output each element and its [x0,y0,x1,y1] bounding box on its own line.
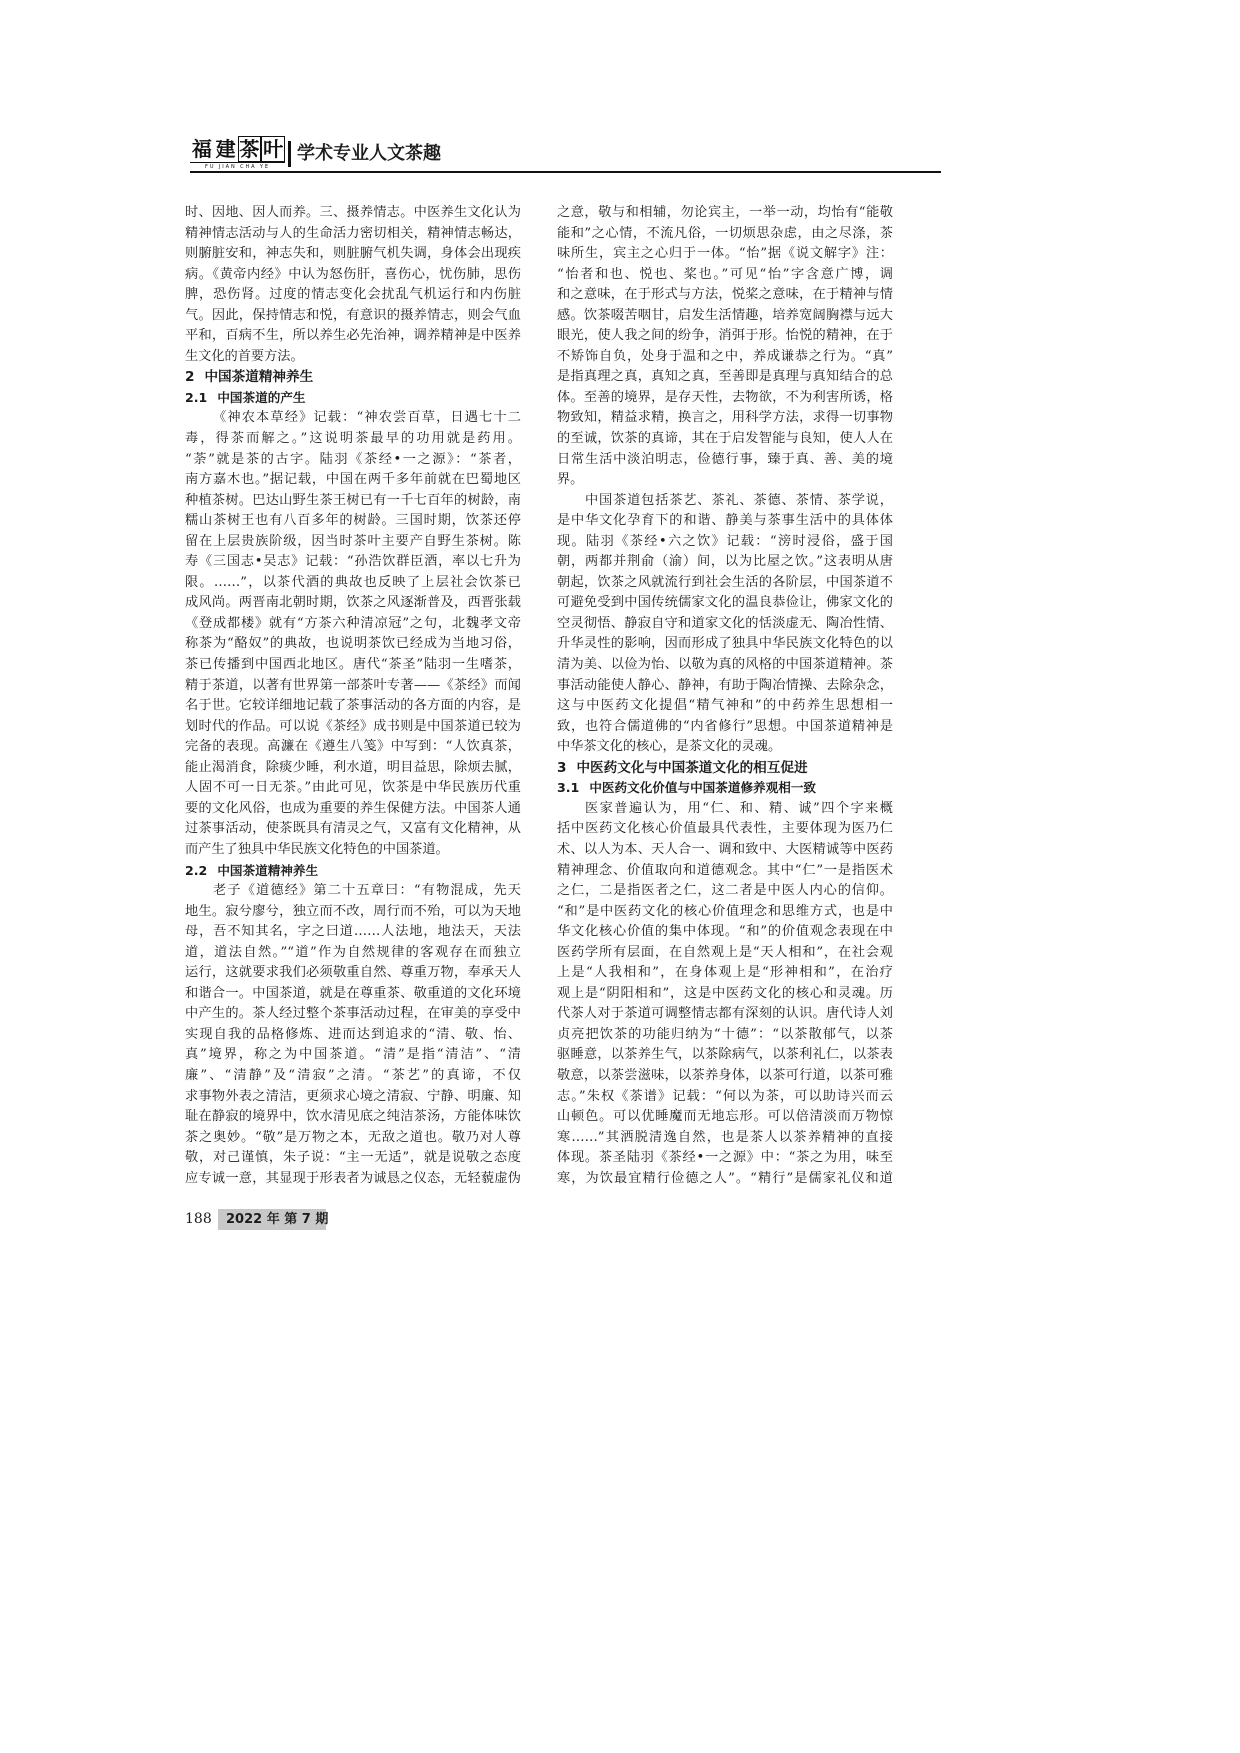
paragraph [185,408,521,860]
text-line: 要的文化风俗，也成为重要的养生保健方法。中国茶人通 [185,800,521,816]
logo-char: 茶 [239,137,260,161]
text-line: 寒……”其洒脱清逸自然，也是茶人以茶养精神的直接 [557,1129,893,1145]
text-line: 道，道法自然。”“道”作为自然规律的客观存在而独立 [185,944,521,960]
heading-title: 中医药文化与中国茶道文化的相互促进 [576,759,808,776]
text-line: 真”境界，称之为中国茶道。“清”是指“清洁”、“清 [185,1047,521,1063]
text-line: 老子《道德经》第二十五章曰：“有物混成，先天 [213,883,521,899]
text-line: 糯山茶树王也有八百多年的树龄。三国时期，饮茶还停 [185,513,521,529]
text-line: 实现自我的品格修炼、进而达到追求的“清、敬、怡、 [185,1026,521,1042]
text-line: 事活动能使人静心、静神，有助于陶冶情操、去除杂念， [557,677,893,693]
text-line: 中国茶道包括茶艺、茶礼、茶德、茶情、茶学说， [585,492,893,508]
text-line: 清为美、以俭为怡、以敬为真的风格的中国茶道精神。茶 [557,657,893,673]
subsection-heading [557,778,893,799]
logo-char: 福 [191,137,212,161]
page-header [0,0,1240,180]
text-line: 观上是“阴阳相和”，这是中医药文化的核心和灵魂。历 [557,985,893,1001]
text-line: 医家普遍认为，用“仁、和、精、诚”四个字来概 [585,800,893,816]
heading-number: 3.1 [557,780,580,796]
text-line: 括中医药文化核心价值最具代表性，主要体现为医乃仁 [557,821,893,837]
text-line: 朝起，饮茶之风就流行到社会生活的各阶层，中国茶道不 [557,574,893,590]
text-line: 敬，对己谨慎，朱子说：“主一无适”，就是说敬之态度 [185,1150,521,1166]
text-line: 称茶为“酪奴”的典故，也说明茶饮已经成为当地习俗， [185,636,521,652]
text-line: 种植茶树。巴达山野生茶王树已有一千七百年的树龄，南 [185,492,521,508]
text-line: 过茶事活动，使茶既具有清灵之气，又富有文化精神，从 [185,821,521,837]
text-line: “和”是中医药文化的核心价值理念和思维方式，也是中 [557,903,893,919]
text-line: 则腑脏安和，神志失和，则脏腑气机失调，身体会出现疾 [185,246,521,262]
text-line: 上是“人我相和”，在身体观上是“形神相和”，在治疗 [557,965,893,981]
header-rule [190,171,941,173]
section-heading [185,367,521,388]
text-line: 升华灵性的影响，因而形成了独具中华民族文化特色的以 [557,636,893,652]
text-line: 空灵彻悟、静寂自守和道家文化的恬淡虚无、陶冶性情、 [557,615,893,631]
text-line: 人固不可一日无茶。”由此可见，饮茶是中华民族历代重 [185,780,521,796]
text-line: 现。陆羽《茶经•六之饮》记载：“滂时浸俗，盛于国 [557,533,893,549]
text-line: 寒，为饮最宜精行俭德之人”。“精行”是儒家礼仪和道 [557,1170,893,1186]
text-line: “怡者和也、悦也、桨也。”可见“怡”字含意广博，调 [557,266,893,282]
text-line: 成风尚。两晋南北朝时期，饮茶之风逐渐普及，西晋张载 [185,595,521,611]
logo-char: 建 [215,137,236,161]
journal-logo [190,136,285,170]
text-line: 贞亮把饮茶的功能归纳为“十德”：“以茶散郁气，以茶 [557,1026,893,1042]
text-line: 体现。茶圣陆羽《茶经•一之源》中：“茶之为用，味至 [557,1150,893,1166]
text-line: 代茶人对于茶道可调整情志都有深刻的认识。唐代诗人刘 [557,1006,893,1022]
text-line: 朝，两都并荆俞（渝）间，以为比屋之饮。”这表明从唐 [557,554,893,570]
text-line: 致，也符合儒道佛的“内省修行”思想。中国茶道精神是 [557,718,893,734]
text-line: 求事物外表之清洁，更须求心境之清寂、宁静、明廉、知 [185,1088,521,1104]
text-line: 名于世。它较详细地记载了茶事活动的各方面的内容，是 [185,698,521,714]
text-line: 脾，恐伤肾。过度的情志变化会扰乱气机运行和内伤脏 [185,287,521,303]
text-line: 运行，这就要求我们必须敬重自然、尊重万物，奉承天人 [185,965,521,981]
text-line: 不矫饰自负，处身于温和之中，养成谦恭之行为。“真” [557,348,893,364]
text-line: 之意，敬与和相辅，勿论宾主，一举一动，均怡有“能敬 [557,205,893,220]
issue-badge: 2022 年 第 7 期 [218,1209,326,1230]
text-line: 的至诚，饮茶的真谛，其在于启发智能与良知，使人人在 [557,431,893,447]
text-line: 《神农本草经》记载：“神农尝百草，日遇七十二 [213,410,521,426]
left-column [185,203,521,1189]
subsection-heading [185,861,521,882]
logo-pinyin: FU JIAN CHA YE [190,162,285,171]
text-line: 气。因此，保持情志和悦，有意识的摄养情志，则会气血 [185,307,521,323]
text-line: 地生。寂兮廖兮，独立而不改，周行而不殆，可以为天地 [185,903,521,919]
text-line: 能止渴消食，除痰少睡，利水道，明目益思，除烦去腻， [185,759,521,775]
text-line: 茶已传播到中国西北地区。唐代“茶圣”陆羽一生嗜茶， [185,657,521,673]
text-line: 精神理念、价值取向和道德观念。其中“仁”一是指医术 [557,862,893,878]
paragraph [557,799,893,1189]
text-line: 界。 [557,472,584,488]
right-column [557,203,893,1189]
text-line: 南方嘉木也。”据记载，中国在两千多年前就在巴蜀地区 [185,472,521,488]
text-line: 驱睡意，以茶养生气，以茶除病气，以茶利礼仁，以茶表 [557,1047,893,1063]
text-line: 寿《三国志•吴志》记载：“孙浩饮群臣酒，率以七升为 [185,554,521,570]
journal-tagline: 学术专业人文茶趣 [297,143,441,164]
paragraph [185,881,521,1189]
heading-title: 中国茶道精神养生 [217,862,319,878]
text-line: 志。”朱权《茶谱》记载：“何以为茶，可以助诗兴而云 [557,1088,893,1104]
text-line: 母，吾不知其名，字之曰道……人法地，地法天，天法 [185,924,521,940]
logo-char: 叶 [263,137,284,161]
tagline-divider [288,141,291,167]
logo-wordmark [190,136,285,162]
text-line: 茶之奥妙。“敬”是万物之本，无敌之道也。敬乃对人尊 [185,1129,521,1145]
text-line: 耻在静寂的境界中，饮水清见底之纯洁茶汤，方能体味饮 [185,1109,521,1125]
heading-title: 中国茶道的产生 [217,389,306,405]
text-line: 生文化的首要方法。 [185,348,304,364]
heading-number: 2 [185,369,195,386]
text-line: 医药学所有层面，在自然观上是“天人相和”，在社会观 [557,944,893,960]
text-line: 山顿色。可以优睡魔而无地忘形。可以倍清淡而万物惊 [557,1109,893,1125]
text-line: 应专诚一意，其显现于形表者为诚恳之仪态，无轻藐虚伪 [185,1170,521,1186]
heading-number: 2.1 [185,389,208,405]
subsection-heading [185,388,521,409]
text-line: 精于茶道，以著有世界第一部茶叶专著——《茶经》而闻 [185,677,521,693]
text-line: 划时代的作品。可以说《茶经》成书则是中国茶道已较为 [185,718,521,734]
paragraph-continued [185,203,521,367]
text-line: 日常生活中淡泊明志，俭德行事，臻于真、善、美的境 [557,451,893,467]
text-line: 毒，得茶而解之。”这说明茶最早的功用就是药用。 [185,431,521,447]
text-line: 是中华文化孕育下的和谐、静美与茶事生活中的具体体 [557,513,893,529]
text-line: 《登成都楼》就有“方茶六种清凉冠”之句，北魏孝文帝 [185,615,521,631]
heading-title: 中医药文化价值与中国茶道修养观相一致 [589,780,816,796]
text-line: 可避免受到中国传统儒家文化的温良恭俭让，佛家文化的 [557,595,893,611]
text-line: 味所生，宾主之心归于一体。“怡”据《说文解字》注： [557,246,893,262]
text-line: 眼光，使人我之间的纷争，消弭于形。怡悦的精神，在于 [557,328,893,344]
heading-title: 中国茶道精神养生 [204,369,314,386]
text-line: 这与中医药文化提倡“精气神和”的中药养生思想相一 [557,698,893,714]
text-line: 中华茶文化的核心，是茶文化的灵魂。 [557,739,782,755]
heading-number: 3 [557,759,567,776]
text-line: 精神情志活动与人的生命活力密切相关，精神情志畅达， [185,225,521,241]
paragraph [557,491,893,758]
text-line: “荼”就是茶的古字。陆羽《茶经•一之源》：“茶者， [185,451,521,467]
heading-number: 2.2 [185,862,208,878]
page-number: 188 [185,1211,212,1227]
text-line: 平和，百病不生，所以养生必先治神，调养精神是中医养 [185,328,521,344]
text-line: 体。至善的境界，是存天性，去物欲，不为利害所诱，格 [557,389,893,405]
text-line: 感。饮茶啜苦咽甘，启发生活情趣，培养宽阔胸襟与远大 [557,307,893,323]
text-line: 和谐合一。中国茶道，就是在尊重茶、敬重道的文化环境 [185,985,521,1001]
text-line: 敬意，以茶尝滋味，以茶养身体，以茶可行道，以茶可雅 [557,1067,893,1083]
text-line: 术、以人为本、天人合一、调和致中、大医精诚等中医药 [557,841,893,857]
text-line: 物致知，精益求精，换言之，用科学方法，求得一切事物 [557,410,893,426]
page-footer [185,1209,385,1230]
section-heading [557,758,893,779]
text-line: 华文化核心价值的集中体现。“和”的价值观念表现在中 [557,924,893,940]
text-line: 是指真理之真，真知之真，至善即是真理与真知结合的总 [557,369,893,385]
paragraph-continued [557,203,893,491]
text-line: 病。《黄帝内经》中认为怒伤肝，喜伤心，忧伤肺，思伤 [185,266,521,282]
text-line: 留在上层贵族阶级，因当时茶叶主要产自野生茶树。陈 [185,533,521,549]
text-line: 时、因地、因人而养。三、摄养情志。中医养生文化认为 [185,205,521,220]
text-line: 限。……”，以茶代酒的典故也反映了上层社会饮茶已 [185,574,521,590]
text-line: 之仁，二是指医者之仁，这二者是中医人内心的信仰。 [557,883,893,899]
text-line: 能和”之心情，不流凡俗，一切烦思杂虑，由之尽涤，茶 [557,225,893,241]
text-line: 廉”、“清静”及“清寂”之清。“茶艺”的真谛，不仅 [185,1067,521,1083]
text-line: 和之意味，在于形式与方法，悦桨之意味，在于精神与情 [557,287,893,303]
text-line: 而产生了独具中华民族文化特色的中国茶道。 [185,841,449,857]
text-line: 完备的表现。高濂在《遵生八笺》中写到：“人饮真茶， [185,739,521,755]
text-line: 中产生的。茶人经过整个茶事活动过程，在审美的享受中 [185,1006,521,1022]
